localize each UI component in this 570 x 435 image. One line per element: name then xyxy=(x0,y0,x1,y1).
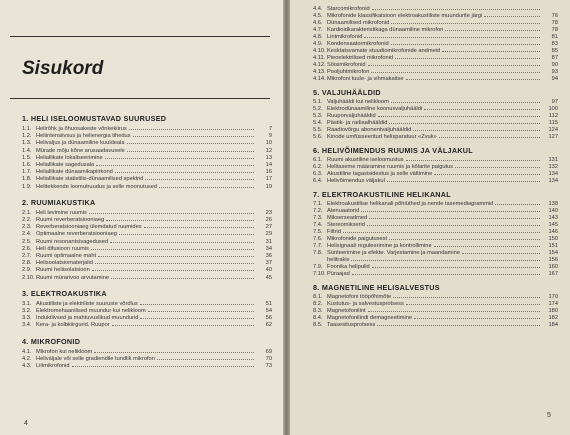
dot-leader xyxy=(92,266,254,271)
entry-number: 4.13. xyxy=(313,69,326,75)
entry-title: Dünaamilised mikrofonid xyxy=(327,20,390,26)
entry-page: 132 xyxy=(548,164,558,170)
entry-title: Taasesitusprotsess xyxy=(327,322,376,328)
dot-leader xyxy=(159,183,254,188)
dot-leader xyxy=(140,314,254,319)
entry-title: Akustiliste ja elektriliste suuruste võrdlus xyxy=(36,300,138,307)
dot-leader xyxy=(395,54,540,59)
entry-page: 134 xyxy=(548,178,558,184)
entry-page: 40 xyxy=(265,267,272,274)
entry-page: 23 xyxy=(265,209,272,216)
dot-leader xyxy=(389,119,540,124)
entry-page: 19 xyxy=(265,183,272,190)
entry-number: 4.8. xyxy=(313,34,323,40)
entry-page: 76 xyxy=(551,13,558,19)
entry-title: Atenuaatorid xyxy=(327,208,360,214)
entry-page: 182 xyxy=(548,315,558,321)
section-heading: 6. HELIVÕIMENDUS RUUMIS JA VÄLJAKUL xyxy=(313,146,473,155)
entry-title: Heliintensiivsus ja helienergia tihedus xyxy=(36,133,131,140)
dot-leader xyxy=(439,133,540,138)
toc-entry[interactable] xyxy=(313,133,558,141)
entry-number: 3.2. xyxy=(22,308,32,314)
entry-number: 8.4. xyxy=(313,315,323,321)
dot-leader xyxy=(406,75,541,80)
entry-title: Kesktatsvamate stuudiomikrofonide andmeid xyxy=(327,48,441,54)
dot-leader xyxy=(434,242,540,247)
section-heading: 2. RUUMIAKUSTIKA xyxy=(22,197,96,207)
entry-number: 4.10. xyxy=(313,48,326,54)
entry-page: 78 xyxy=(551,20,558,26)
entry-number: 1.7. xyxy=(22,169,32,176)
dot-leader xyxy=(368,61,540,66)
entry-page: 26 xyxy=(265,217,272,223)
dot-leader xyxy=(148,307,254,312)
entry-page: 184 xyxy=(548,322,558,328)
entry-number: 5.5. xyxy=(313,127,323,133)
entry-page: 93 xyxy=(551,69,558,75)
dot-leader xyxy=(378,112,540,117)
dot-leader xyxy=(343,228,540,233)
entry-page: 7 xyxy=(268,126,272,132)
entry-number: 2.7. xyxy=(22,253,32,259)
entry-title: Sünteerimine ja efekte. Varjestamine ja maandamine xyxy=(327,250,460,256)
dot-leader xyxy=(96,161,254,166)
dot-leader xyxy=(369,214,540,219)
entry-page: 134 xyxy=(548,171,558,177)
left-page xyxy=(0,0,283,435)
entry-number: 8.3. xyxy=(313,308,323,314)
page-title: Sisukord xyxy=(22,58,104,79)
entry-number: 1.8. xyxy=(22,176,32,183)
entry-title: Heliallikate lokaliseerimine xyxy=(36,154,103,161)
entry-page: 45 xyxy=(265,274,272,281)
entry-page: 29 xyxy=(265,231,272,238)
dot-leader xyxy=(127,147,254,152)
entry-page: 51 xyxy=(265,300,272,307)
entry-page: 27 xyxy=(265,224,272,231)
entry-title: Helirõhk ja õhuosakeste võnkekiirus xyxy=(36,126,127,132)
entry-number: 1.9. xyxy=(22,183,32,190)
entry-title: Akustiline tagasisidestus ja selle vältimine xyxy=(327,171,433,177)
entry-page: 150 xyxy=(548,236,558,242)
entry-title: Heli levimine ruumis xyxy=(36,209,87,216)
dot-leader xyxy=(372,5,540,10)
entry-number: 4.14. xyxy=(313,76,326,82)
entry-title: Ruumi akustiline iseloomustus xyxy=(327,157,404,163)
dot-leader xyxy=(372,263,540,268)
entry-page: 143 xyxy=(548,215,558,221)
entry-title: Ruuporvaljuhääldid xyxy=(327,113,376,119)
entry-number: 7.8. xyxy=(313,250,323,256)
entry-number: 1.4. xyxy=(22,147,32,154)
entry-number: 8.1. xyxy=(313,294,323,300)
entry-number: 5.3. xyxy=(313,113,323,119)
entry-number: 7.3. xyxy=(313,215,323,221)
entry-page: 87 xyxy=(551,55,558,61)
entry-number: 6.1. xyxy=(313,157,323,163)
entry-title: Starcomikrofonid xyxy=(327,6,370,12)
entry-number: 2.5. xyxy=(22,238,32,245)
entry-title: Ruumi mürarivoo arvutamine xyxy=(36,274,110,281)
dot-leader xyxy=(367,221,540,226)
entry-title: Helivaljus ja dünaamiline kuuldeala xyxy=(36,140,125,147)
entry-number: 7.10. xyxy=(313,271,326,277)
entry-title: Ruumi optimaalne maht xyxy=(36,253,97,259)
entry-title: Pieoelektrilised mikrofonid xyxy=(327,55,394,61)
dot-leader xyxy=(434,170,540,175)
entry-title: Kondensaatormikrofonid xyxy=(327,41,389,47)
dot-leader xyxy=(115,168,254,173)
entry-number: 1.5. xyxy=(22,154,32,161)
dot-leader xyxy=(94,348,254,353)
entry-title: Helisignaali reguleerimine ja kontrollimine xyxy=(327,243,432,249)
entry-number: 4.4. xyxy=(313,6,323,12)
dot-leader xyxy=(455,163,540,168)
entry-title: Ruumi reverberatsiooniaeg xyxy=(36,217,105,223)
entry-number: 4.5. xyxy=(313,13,323,19)
entry-title: Kustutus- ja salvestusprotsess xyxy=(327,301,404,307)
dot-leader xyxy=(414,314,540,319)
dot-leader xyxy=(352,270,540,275)
dot-leader xyxy=(111,274,254,279)
dot-leader xyxy=(406,300,540,305)
entry-page: 34 xyxy=(265,245,272,252)
dot-leader xyxy=(391,40,540,45)
entry-title: Mikrofon kui nelikloom xyxy=(36,348,93,355)
dot-leader xyxy=(98,252,254,257)
entry-title: helitrakis xyxy=(327,257,350,263)
entry-page: 124 xyxy=(548,127,558,133)
entry-page: 62 xyxy=(265,322,272,329)
entry-page: 167 xyxy=(548,271,558,277)
dot-leader xyxy=(413,126,540,131)
dot-leader xyxy=(445,26,540,31)
entry-page: 16 xyxy=(265,169,272,176)
dot-leader xyxy=(129,125,254,130)
entry-page: 14 xyxy=(265,162,272,168)
entry-page: 160 xyxy=(548,264,558,270)
entry-title: Elektrodünaamiline koonusvaljuhääldi xyxy=(327,106,423,112)
entry-page: 112 xyxy=(548,113,558,119)
entry-number: 4.2. xyxy=(22,355,32,362)
entry-page: 138 xyxy=(548,201,558,207)
dot-leader xyxy=(368,307,540,312)
entry-number: 6.2. xyxy=(313,164,323,170)
entry-page: 36 xyxy=(265,253,272,259)
dot-leader xyxy=(377,321,540,326)
entry-number: 7.6. xyxy=(313,236,323,242)
entry-page: 83 xyxy=(551,41,558,47)
entry-number: 1.6. xyxy=(22,162,32,168)
entry-number: 1.3. xyxy=(22,140,32,147)
dot-leader xyxy=(112,321,254,326)
toc-entry[interactable] xyxy=(313,270,558,278)
entry-page: 154 xyxy=(548,250,558,256)
entry-page: 78 xyxy=(551,27,558,33)
entry-title: Heliallikate sagedusala xyxy=(36,162,95,168)
entry-page: 151 xyxy=(548,243,558,249)
entry-title: Valjuhääldi kui nelikloom xyxy=(327,99,389,105)
book-gutter xyxy=(283,0,290,435)
dot-leader xyxy=(364,33,540,38)
dot-leader xyxy=(157,355,254,360)
entry-number: 5.4. xyxy=(313,120,323,126)
entry-title: Liitmikrofonid xyxy=(36,363,70,369)
entry-number: 7.4. xyxy=(313,222,323,228)
dot-leader xyxy=(371,68,540,73)
entry-page: 131 xyxy=(548,157,558,163)
entry-page: 140 xyxy=(548,208,558,214)
entry-title: Mikserseadmed xyxy=(327,215,368,221)
section-heading: 3. ELEKTROAKUSTIKA xyxy=(22,288,107,298)
toc-entry[interactable] xyxy=(313,321,558,329)
entry-number: 2.10. xyxy=(22,274,35,281)
entry-title: Kardioidkarakteristikaga dünaamiline mikrofon xyxy=(327,27,444,33)
entry-page: 31 xyxy=(265,238,272,245)
entry-number: 1.2. xyxy=(22,133,32,140)
entry-title: Filtrid xyxy=(327,229,341,235)
entry-page: 37 xyxy=(265,260,272,267)
entry-number: 2.8. xyxy=(22,260,32,267)
dot-leader xyxy=(119,230,254,235)
entry-number: 3.3. xyxy=(22,315,32,322)
dot-leader xyxy=(127,139,254,144)
entry-number: 4.9. xyxy=(313,41,323,47)
entry-page: 12 xyxy=(265,147,272,154)
entry-page: 17 xyxy=(265,176,272,183)
entry-page: 9 xyxy=(268,133,272,140)
toc-entry[interactable] xyxy=(22,321,272,329)
entry-title: Söisimikrofonid xyxy=(327,62,366,68)
dot-leader xyxy=(406,156,541,161)
toc-entry[interactable] xyxy=(313,177,558,185)
entry-number: 1.1. xyxy=(22,126,32,132)
dot-leader xyxy=(95,259,254,264)
entry-number: 4.6. xyxy=(313,20,323,26)
entry-title: Heli difusioon ruumis xyxy=(36,245,89,252)
entry-page: 81 xyxy=(551,34,558,40)
entry-title: Mikrofonide klassifikatsioon elektroakustiliste muundurite järgi xyxy=(327,13,483,19)
toc-entry[interactable] xyxy=(22,183,272,191)
top-rule xyxy=(10,36,270,37)
toc-entry[interactable] xyxy=(313,75,558,83)
dot-leader xyxy=(387,177,540,182)
entry-page: 70 xyxy=(265,355,272,362)
entry-page: 156 xyxy=(548,257,558,263)
dot-leader xyxy=(389,235,540,240)
entry-page: 94 xyxy=(551,76,558,82)
entry-number: 7.5. xyxy=(313,229,323,235)
entry-page: 115 xyxy=(548,120,558,126)
entry-number: 6.3. xyxy=(313,171,323,177)
dot-leader xyxy=(133,132,254,137)
entry-title: Optimaalne reverberatsiooniaeg xyxy=(36,231,117,238)
entry-page: 145 xyxy=(548,222,558,228)
entry-page: 127 xyxy=(548,134,558,140)
entry-number: 7.2. xyxy=(313,208,323,214)
entry-title: Lintmikrofonid xyxy=(327,34,363,40)
dot-leader xyxy=(140,300,254,305)
entry-title: Heliallikate dünaamikapiirkond xyxy=(36,169,113,176)
entry-title: Induktiivsed ja mahtuvuslikud muundurid xyxy=(36,315,139,322)
entry-page: 146 xyxy=(548,229,558,235)
entry-number: 4.11. xyxy=(313,55,326,61)
entry-page: 54 xyxy=(265,308,272,314)
entry-title: Mikrofoni tuule- ja vihmakaitse xyxy=(327,76,404,82)
page-number-left: 4 xyxy=(24,420,28,427)
entry-title: Pooljuhtmikrofon xyxy=(327,69,370,75)
dot-leader xyxy=(106,216,254,221)
entry-title: Raadiovõrgu abonentvaljuhääldid xyxy=(327,127,412,133)
entry-page: 85 xyxy=(551,48,558,54)
entry-number: 2.9. xyxy=(22,267,32,274)
entry-number: 2.4. xyxy=(22,231,32,238)
entry-title: Elektroakustilise helikanali põhiüthed ja nende tasemediagrammid xyxy=(327,201,494,207)
entry-title: Stereomikserid xyxy=(327,222,365,228)
section-heading: 8. MAGNETILINE HELISALVESTUS xyxy=(313,283,440,292)
entry-page: 13 xyxy=(265,154,272,161)
entry-title: Mikrofonide paigutusest xyxy=(327,236,388,242)
dot-leader xyxy=(424,105,540,110)
entry-page: 180 xyxy=(548,308,558,314)
dot-leader xyxy=(144,223,254,228)
entry-number: 4.3. xyxy=(22,363,32,369)
dot-leader xyxy=(351,256,540,261)
entry-title: Mürade mõju kõne arusaadavusele xyxy=(36,147,125,154)
entry-page: 97 xyxy=(551,99,558,105)
entry-number: 3.1. xyxy=(22,300,32,307)
entry-page: 73 xyxy=(265,363,272,369)
section-heading: 1. HELI ISELOOMUSTAVAD SUURUSED xyxy=(22,114,167,123)
entry-number: 2.3. xyxy=(22,224,32,231)
dot-leader xyxy=(145,175,254,180)
entry-number: 5.2. xyxy=(313,106,323,112)
entry-number: 7.9. xyxy=(313,264,323,270)
entry-page: 170 xyxy=(548,294,558,300)
entry-title: Kinode umfüsseeritud helisparatuur «Zvuk» xyxy=(327,134,437,140)
dot-leader xyxy=(391,98,540,103)
entry-title: Helivõimendus väljakul xyxy=(327,178,385,184)
entry-number: 4.1. xyxy=(22,348,32,355)
dot-leader xyxy=(91,245,254,250)
section-heading: 7. ELEKTROAKUSTILINE HELIKANAL xyxy=(313,190,451,199)
entry-title: Magnetofoni tööpõhimõte xyxy=(327,294,392,300)
entry-number: 3.4. xyxy=(22,322,32,329)
entry-number: 8.2. xyxy=(313,301,323,307)
entry-title: Heliväljale või selle gradiendile tundlik mikrofon xyxy=(36,355,155,362)
entry-number: 2.1. xyxy=(22,209,32,216)
entry-title: Heliallikate statistilis-dünaamilised spektrid xyxy=(36,176,144,183)
entry-page: 56 xyxy=(265,315,272,322)
entry-number: 7.7. xyxy=(313,243,323,249)
entry-title: Elektromehaanilised muundur kui nelikloom xyxy=(36,308,146,314)
entry-title: Püraajad xyxy=(327,271,350,277)
entry-number: 4.7. xyxy=(313,27,323,33)
entry-title: Foonika helipulid xyxy=(327,264,370,270)
entry-number: 2.2. xyxy=(22,217,32,223)
entry-page: 100 xyxy=(548,106,558,112)
dot-leader xyxy=(89,209,254,214)
entry-title: Magnetofonilindi demagneetimine xyxy=(327,315,413,321)
entry-title: Helisoolatsiomaterjalid xyxy=(36,260,93,267)
entry-page: 10 xyxy=(265,140,272,147)
section-heading: 5. VALJUHÄÄLDID xyxy=(313,88,381,97)
entry-title: Helitaseme määramine ruumis ja kõlarite paigutus xyxy=(327,164,454,170)
entry-number: 8.5. xyxy=(313,322,323,328)
entry-page: 90 xyxy=(551,62,558,68)
entry-number: 2.6. xyxy=(22,245,32,252)
entry-number: 4.12. xyxy=(313,62,326,68)
entry-title: Pästik- ja radiaalhääldid xyxy=(327,120,388,126)
dot-leader xyxy=(72,362,254,367)
entry-title: Magnetofonilint xyxy=(327,308,366,314)
dot-leader xyxy=(391,19,540,24)
title-rule xyxy=(10,98,270,99)
dot-leader xyxy=(484,12,540,17)
dot-leader xyxy=(495,200,540,205)
right-page xyxy=(290,0,570,435)
dot-leader xyxy=(393,293,540,298)
entry-number: 5.6. xyxy=(313,134,323,140)
entry-page: 69 xyxy=(265,348,272,355)
dot-leader xyxy=(105,154,254,159)
section-heading: 4. MIKROFONID xyxy=(22,336,81,346)
entry-title: Helitekkende loomutruudus ja selle moonutused xyxy=(36,183,158,190)
entry-title: Ruumi resonantsisagedused xyxy=(36,238,109,245)
entry-number: 7.1. xyxy=(313,201,323,207)
entry-number: 5.1. xyxy=(313,99,323,105)
entry-page: 174 xyxy=(548,301,558,307)
dot-leader xyxy=(110,238,254,243)
entry-title: Kera- ja kolbkiirgurid. Ruupor xyxy=(36,322,110,329)
dot-leader xyxy=(462,249,540,254)
entry-title: Ruumi heliisolatsioon xyxy=(36,267,90,274)
toc-entry[interactable] xyxy=(22,362,272,370)
dot-leader xyxy=(442,47,540,52)
dot-leader xyxy=(361,207,540,212)
page-number-right: 5 xyxy=(547,412,551,419)
entry-number: 6.4. xyxy=(313,178,323,184)
toc-entry[interactable] xyxy=(22,274,272,282)
entry-title: Reverberatsiooniaeg ülemdatud ruumides xyxy=(36,224,142,231)
